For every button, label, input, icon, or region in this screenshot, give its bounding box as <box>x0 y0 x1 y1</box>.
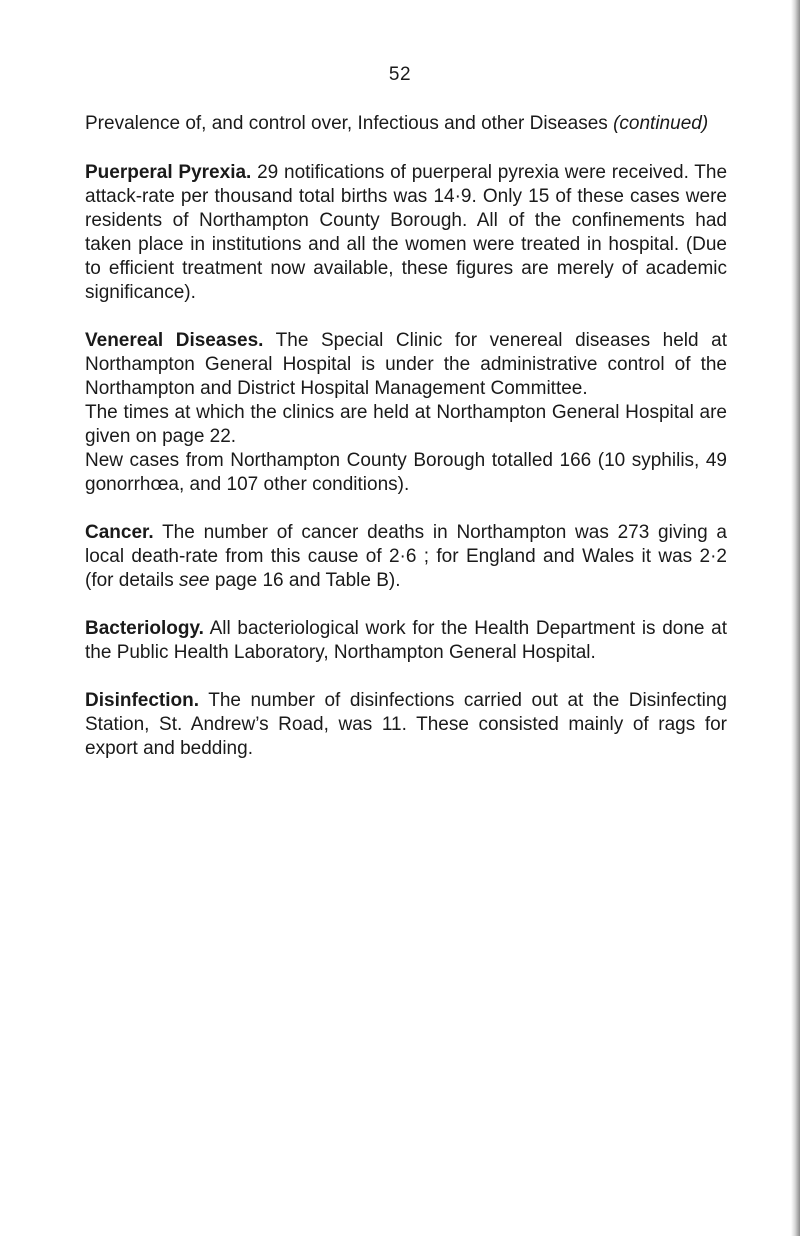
cancer-see-reference: see <box>178 570 210 591</box>
puerperal-pyrexia-title: Puerperal Pyrexia. <box>85 162 252 183</box>
venereal-clinic-times-paragraph <box>85 401 727 449</box>
puerperal-pyrexia-body: 29 notifications of puerperal pyrexia were received. The attack-rate per thousand total births was 14·9. Only 15 of these cases were residents of Northampton County Borough. All of the confinements had taken place in institutions and all the women were treated in hospital. (Due to efficient treatment now available, these figures are merely of academic significance). <box>85 162 728 303</box>
cancer-body: The number of cancer deaths in Northampton was 273 giving a local death-rate from this cause of 2·6 ; for England and Wales it was 2·2 (for details <box>85 522 727 591</box>
heading-continued: (continued) <box>613 113 709 134</box>
venereal-diseases-title: Venereal Diseases. <box>85 330 264 351</box>
disinfection-title: Disinfection. <box>85 690 200 711</box>
bacteriology-body: All bacteriological work for the Health Department is done at the Public Health Laboratory, Northampton General Hospital. <box>85 618 728 663</box>
cancer-title: Cancer. <box>85 522 154 543</box>
bacteriology-paragraph <box>85 617 727 665</box>
page-edge-shadow <box>791 0 800 1236</box>
puerperal-pyrexia-paragraph <box>85 161 727 305</box>
page-content <box>85 112 727 785</box>
cancer-body-end: page 16 and Table B). <box>214 570 401 591</box>
bacteriology-title: Bacteriology. <box>85 618 204 639</box>
venereal-diseases-body: The Special Clinic for venereal diseases held at Northampton General Hospital is under the administrative control of the Northampton and District Hospital Management Committee. <box>85 330 727 399</box>
disinfection-body: The number of disinfections carried out at the Disinfecting Station, St. Andrew’s Road, was 11. These consisted mainly of rags for export and bedding. <box>85 690 727 759</box>
page-number: 52 <box>388 64 412 85</box>
venereal-clinic-times-text: The times at which the clinics are held at Northampton General Hospital are given on page 22. <box>85 402 727 447</box>
disinfection-paragraph <box>85 689 727 761</box>
venereal-new-cases-text: New cases from Northampton County Borough totalled 166 (10 syphilis, 49 gonorrhœa, and 107 other conditions). <box>85 450 727 495</box>
venereal-new-cases-paragraph <box>85 449 727 497</box>
section-heading <box>85 112 727 136</box>
heading-text: Prevalence of, and control over, Infectious and other Diseases <box>85 113 608 134</box>
cancer-paragraph <box>85 521 727 593</box>
venereal-diseases-paragraph <box>85 329 727 401</box>
